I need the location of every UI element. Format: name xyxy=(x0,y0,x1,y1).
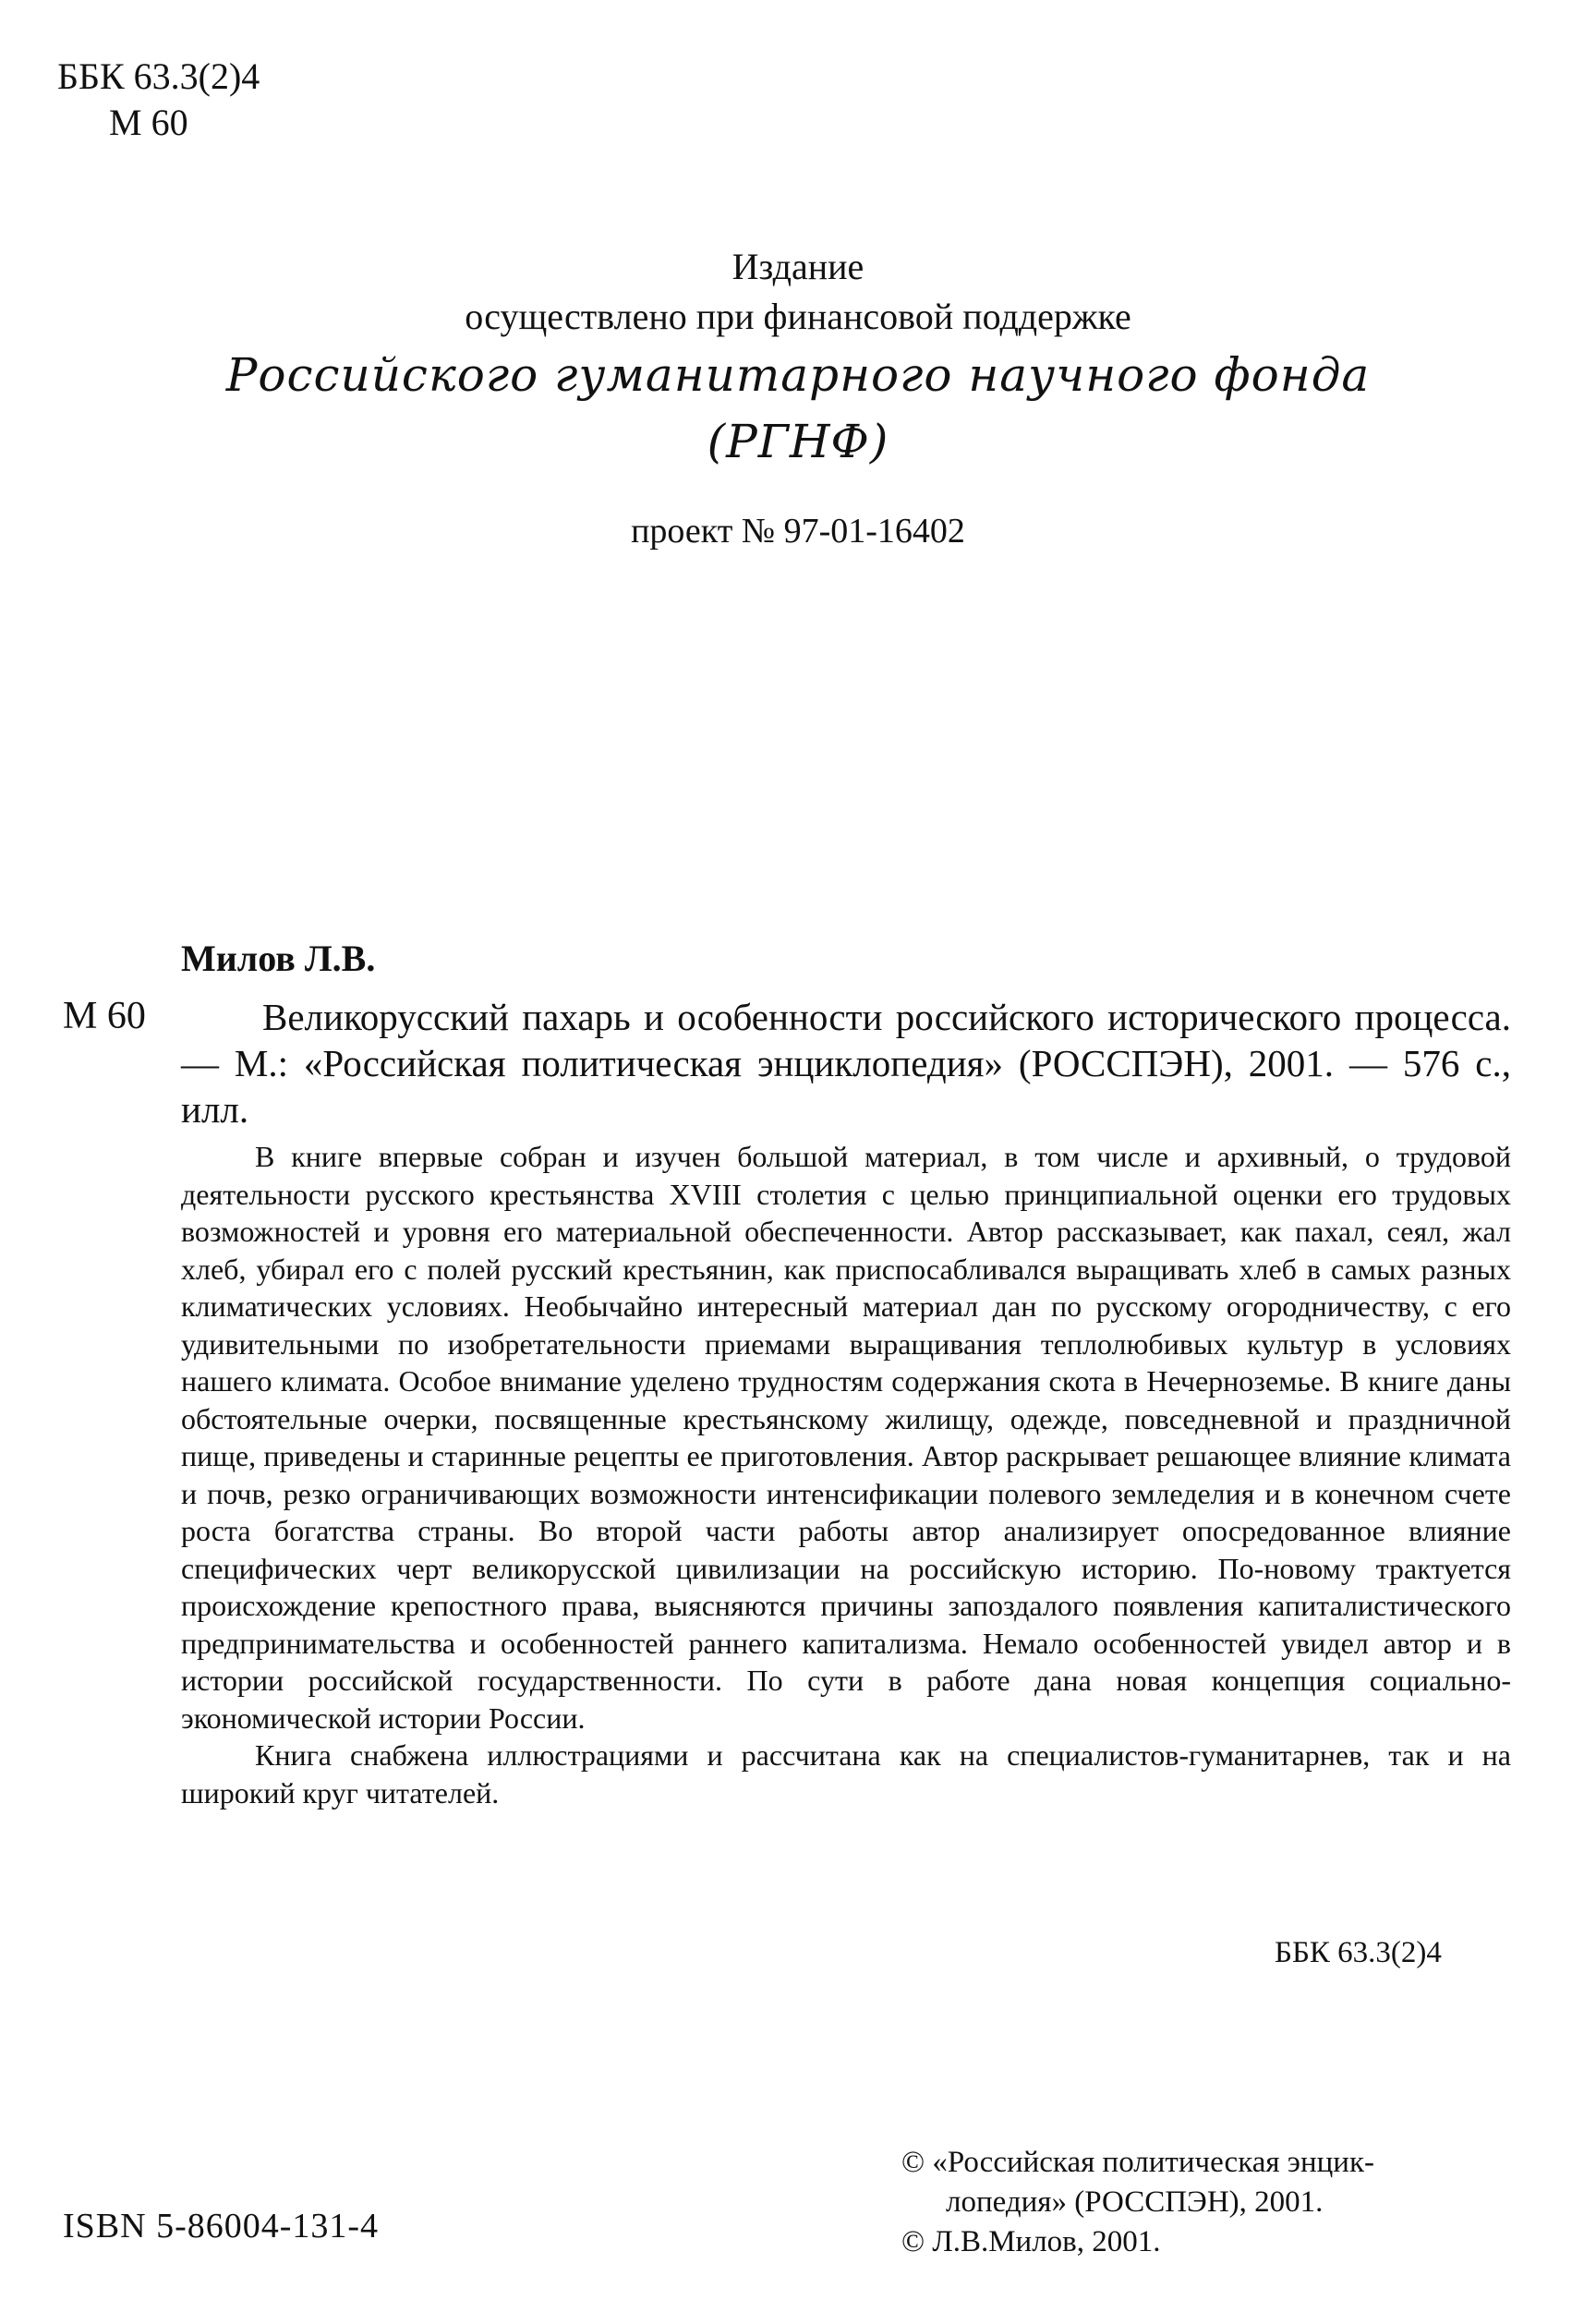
bbk-code-bottom: ББК 63.3(2)4 xyxy=(1275,1936,1442,1969)
annotation-paragraph: Книга снабжена иллюстрациями и рассчитана как на специалистов-гуманитарнев, так и на широкий круг читателей. xyxy=(181,1738,1511,1810)
isbn: ISBN 5-86004-131-4 xyxy=(63,2207,380,2245)
author-mark: М 60 xyxy=(109,102,188,143)
record-code: М 60 xyxy=(63,995,146,1037)
funding-note xyxy=(0,242,1596,556)
fund-name: Российского гуманитарного научного фонда xyxy=(225,348,1371,402)
copyright-block xyxy=(901,2143,1374,2262)
project-number: проект № 97-01-16402 xyxy=(631,512,965,551)
copyright-author: © Л.В.Милов, 2001. xyxy=(901,2225,1161,2258)
bbk-header xyxy=(57,54,260,146)
copyright-publisher-cont: лопедия» (РОССПЭН), 2001. xyxy=(946,2185,1324,2219)
author-name: Милов Л.В. xyxy=(181,938,376,979)
funding-line-1: Издание xyxy=(732,246,864,287)
annotation xyxy=(181,1138,1511,1811)
copyright-publisher: © «Российская политическая энцик- xyxy=(901,2146,1374,2179)
funding-line-2: осуществлено при финансовой поддержке xyxy=(465,296,1131,337)
book-title-entry: Великорусский пахарь и особенности российского исторического процесса. — М.: «Российская политическая энциклопедия» (РОССПЭН), 2001. — 576 с., илл. xyxy=(181,996,1511,1131)
annotation-paragraph: В книге впервые собран и изучен большой материал, в том числе и архивный, о трудовой деятельности русского крестьянства XVIII столетия с целью принципиальной оценки его трудовых возможностей и уровня его материальной обеспеченности. Автор рассказывает, как пахал, сеял, жал хлеб, убирал его с полей русский крестьянин, как приспосабливался выращивать хлеб в самых разных климатических условиях. Необычайно интересный материал дан по русскому огородничеству, с его удивительными по изобретательности приемами выращивания теплолюбивых культур в условиях нашего климата. Особое внимание уделено трудностям содержания скота в Нечерноземье. В книге даны обстоятельные очерки, посвященные крестьянскому жилищу, одежде, повседневной и праздничной пище, приведены и старинные рецепты ее приготовления. Автор раскрывает решающее влияние климата и почв, резко ограничивающих возможности интенсификации полевого земледелия и в конечном счете роста богатства страны. Во второй части работы автор анализирует опосредованное влияние специфических черт великорусской цивилизации на российскую историю. По-новому трактуется происхождение крепостного права, выясняются причины запоздалого появления капиталистического предпринимательства и особенностей раннего капитализма. Немало особенностей увидел автор и в истории российской государственности. По сути в работе дана новая концепция социально-экономической истории России. xyxy=(181,1140,1511,1735)
bbk-code: ББК 63.3(2)4 xyxy=(57,55,260,97)
fund-abbreviation: (РГНФ) xyxy=(707,415,889,468)
